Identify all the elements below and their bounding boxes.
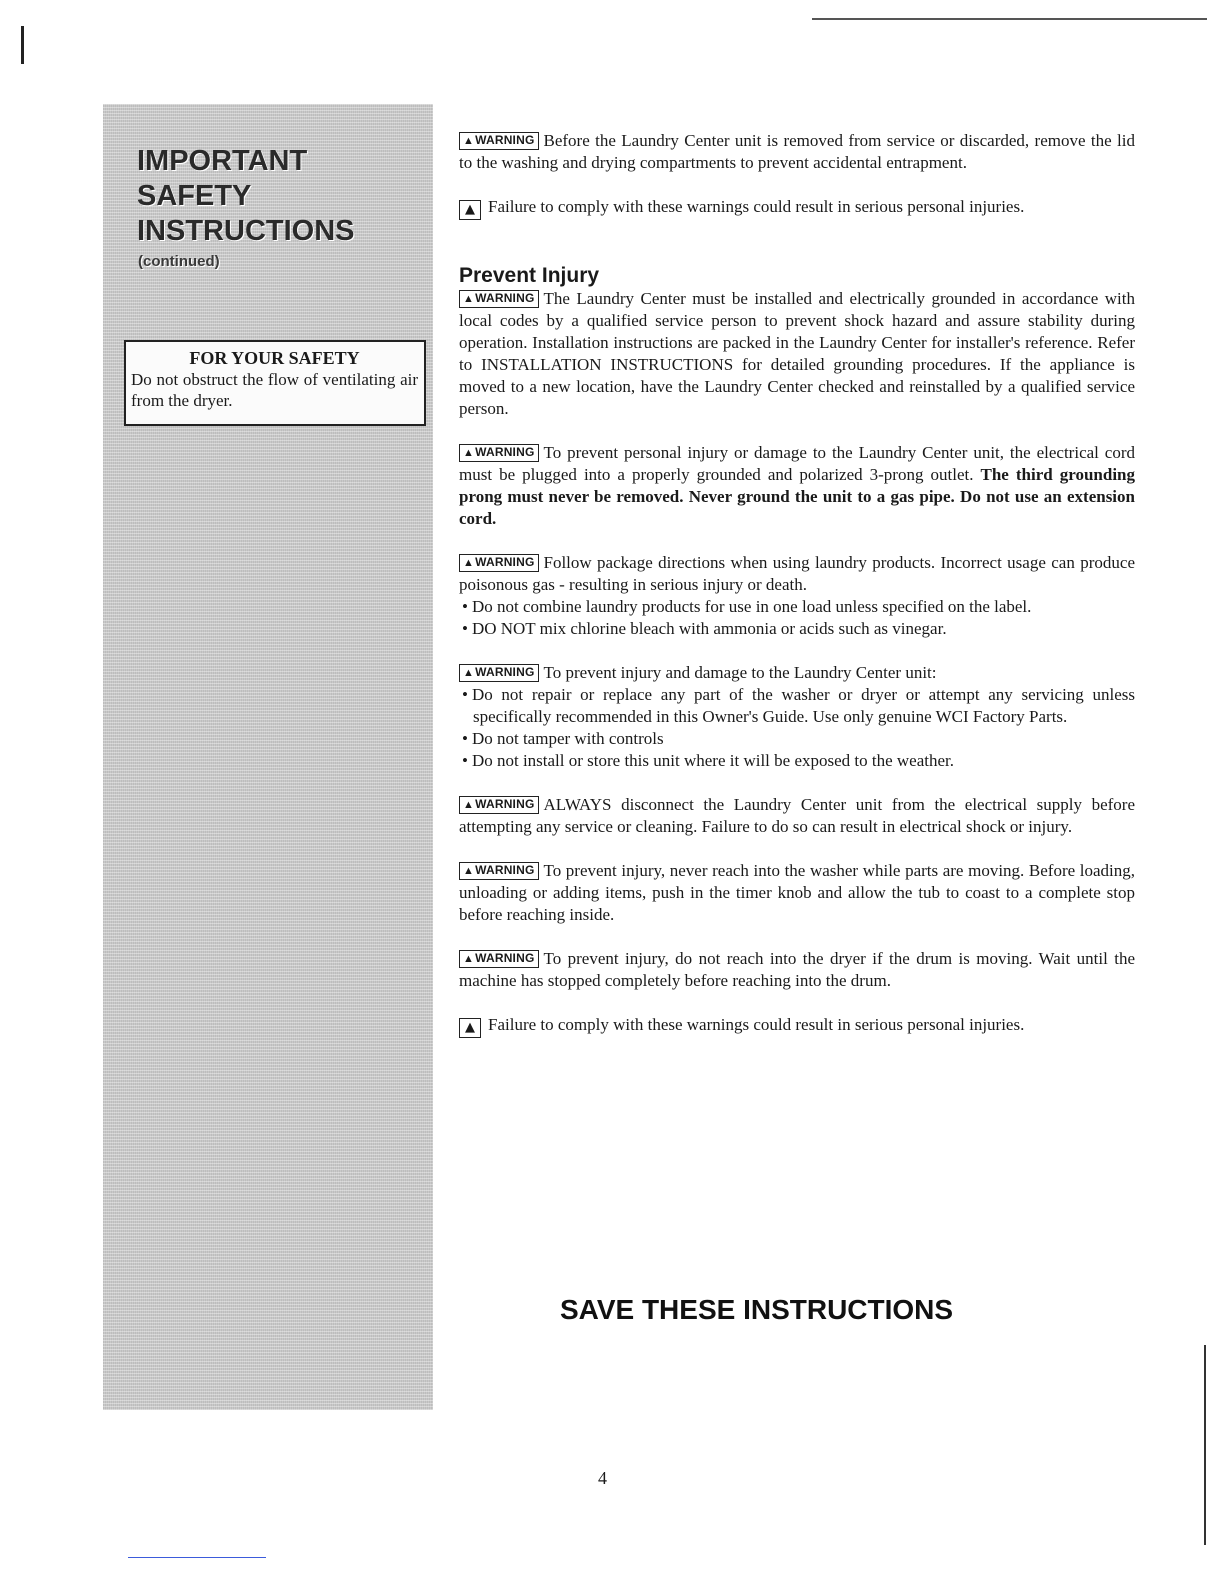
prevent-injury-heading: Prevent Injury (459, 264, 600, 287)
warning-triangle-icon: ▲ (463, 293, 475, 305)
warning-badge (459, 862, 539, 880)
failure-text: Failure to comply with these warnings could result in serious personal injuries. (488, 197, 1025, 216)
safety-box-title: FOR YOUR SAFETY (189, 348, 360, 368)
list-item: • Do not install or store this unit where it will be exposed to the weather. (459, 750, 1135, 772)
warning-text-bold: The third grounding prong must never be removed. Never ground the unit to a gas pipe. Do not use an extension cord. (459, 465, 1136, 528)
list-item: • Do not tamper with controls (459, 728, 1135, 750)
alert-triangle-icon: ▲ (459, 1018, 481, 1038)
warning-paragraph (459, 794, 1135, 838)
failure-paragraph (459, 196, 1135, 220)
sidebar-title-line: SAFETY (137, 180, 252, 212)
warning-paragraph (459, 288, 1135, 420)
warning-paragraph (459, 948, 1135, 992)
sidebar-title-line: IMPORTANT (137, 145, 308, 177)
page-number: 4 (598, 1468, 607, 1488)
warning-triangle-icon: ▲ (463, 799, 475, 811)
warning-text: Before the Laundry Center unit is removed from service or discarded, remove the lid to the washing and drying compartments to prevent accidental entrapment. (459, 131, 1135, 172)
warning-paragraph (459, 130, 1135, 174)
warning-paragraph (459, 442, 1135, 530)
scan-edge-mark-left (21, 26, 24, 64)
warning-triangle-icon: ▲ (463, 557, 475, 569)
warning-text: ALWAYS disconnect the Laundry Center unit from the electrical supply before attempting any service or cleaning. Failure to do so can result in electrical shock or injury. (459, 795, 1135, 836)
warning-badge (459, 554, 539, 572)
warning-block (459, 552, 1135, 640)
warning-paragraph (459, 552, 1135, 596)
failure-text: Failure to comply with these warnings could result in serious personal injuries. (488, 1015, 1025, 1034)
warning-badge (459, 132, 539, 150)
sidebar-title-line: INSTRUCTIONS (137, 215, 355, 247)
scan-edge-mark-right (1204, 1345, 1206, 1545)
sidebar-title (137, 144, 355, 249)
warning-badge-label: WARNING (475, 133, 535, 147)
sidebar-subtitle: (continued) (138, 253, 220, 270)
failure-paragraph (459, 1014, 1135, 1038)
warning-badge-label: WARNING (475, 555, 535, 569)
warning-text: Follow package directions when using laundry products. Incorrect usage can produce poisonous gas - resulting in serious injury or death. (459, 553, 1135, 594)
save-instructions-title: SAVE THESE INSTRUCTIONS (560, 1294, 954, 1325)
warning-text: The Laundry Center must be installed and electrically grounded in accordance with local codes by a qualified service person to prevent shock hazard and assure stability during operation. Installation instructions are packed in the Laundry Center for installer's reference. Refer to INSTALLATION INSTRUCTIONS for detailed grounding procedures. If the appliance is moved to a new location, have the Laundry Center checked and reinstalled by a qualified service person. (459, 289, 1135, 418)
warning-triangle-icon: ▲ (463, 447, 475, 459)
list-item: • DO NOT mix chlorine bleach with ammonia or acids such as vinegar. (459, 618, 1135, 640)
warning-triangle-icon: ▲ (463, 135, 475, 147)
top-rule (812, 18, 1207, 20)
list-item: • Do not combine laundry products for use in one load unless specified on the label. (459, 596, 1135, 618)
bullet-list (459, 684, 1135, 772)
warning-badge-label: WARNING (475, 951, 535, 965)
warning-paragraph (459, 662, 1135, 684)
warning-block (459, 662, 1135, 772)
bullet-list (459, 596, 1135, 640)
warning-badge-label: WARNING (475, 291, 535, 305)
warning-badge-label: WARNING (475, 797, 535, 811)
warning-triangle-icon: ▲ (463, 953, 475, 965)
warning-badge (459, 664, 539, 682)
warning-triangle-icon: ▲ (463, 865, 475, 877)
for-your-safety-box (124, 340, 426, 426)
warning-badge (459, 290, 539, 308)
warning-triangle-icon: ▲ (463, 667, 475, 679)
safety-box-text: Do not obstruct the flow of ventilating air from the dryer. (131, 370, 418, 410)
warning-text: To prevent injury, never reach into the washer while parts are moving. Before loading, unloading or adding items, push in the timer knob and allow the tub to coast to a complete stop before reaching inside. (459, 861, 1135, 924)
alert-triangle-icon: ▲ (459, 200, 481, 220)
warning-text: To prevent personal injury or damage to the Laundry Center unit, the electrical cord must be plugged into a properly grounded and polarized 3-prong outlet. (459, 443, 1135, 484)
warning-badge-label: WARNING (475, 445, 535, 459)
list-item: • Do not repair or replace any part of the washer or dryer or attempt any servicing unless specifically recommended in this Owner's Guide. Use only genuine WCI Factory Parts. (459, 684, 1135, 728)
warning-paragraph (459, 860, 1135, 926)
warning-badge (459, 444, 539, 462)
bottom-rule (128, 1557, 266, 1558)
warning-text: To prevent injury and damage to the Laundry Center unit: (543, 663, 937, 682)
warning-badge-label: WARNING (475, 863, 535, 877)
warning-badge (459, 950, 539, 968)
warning-badge (459, 796, 539, 814)
warning-badge-label: WARNING (475, 665, 535, 679)
sidebar-panel (103, 104, 433, 1410)
main-content (459, 130, 1135, 1060)
warning-text: To prevent injury, do not reach into the dryer if the drum is moving. Wait until the machine has stopped completely before reaching into the drum. (459, 949, 1135, 990)
